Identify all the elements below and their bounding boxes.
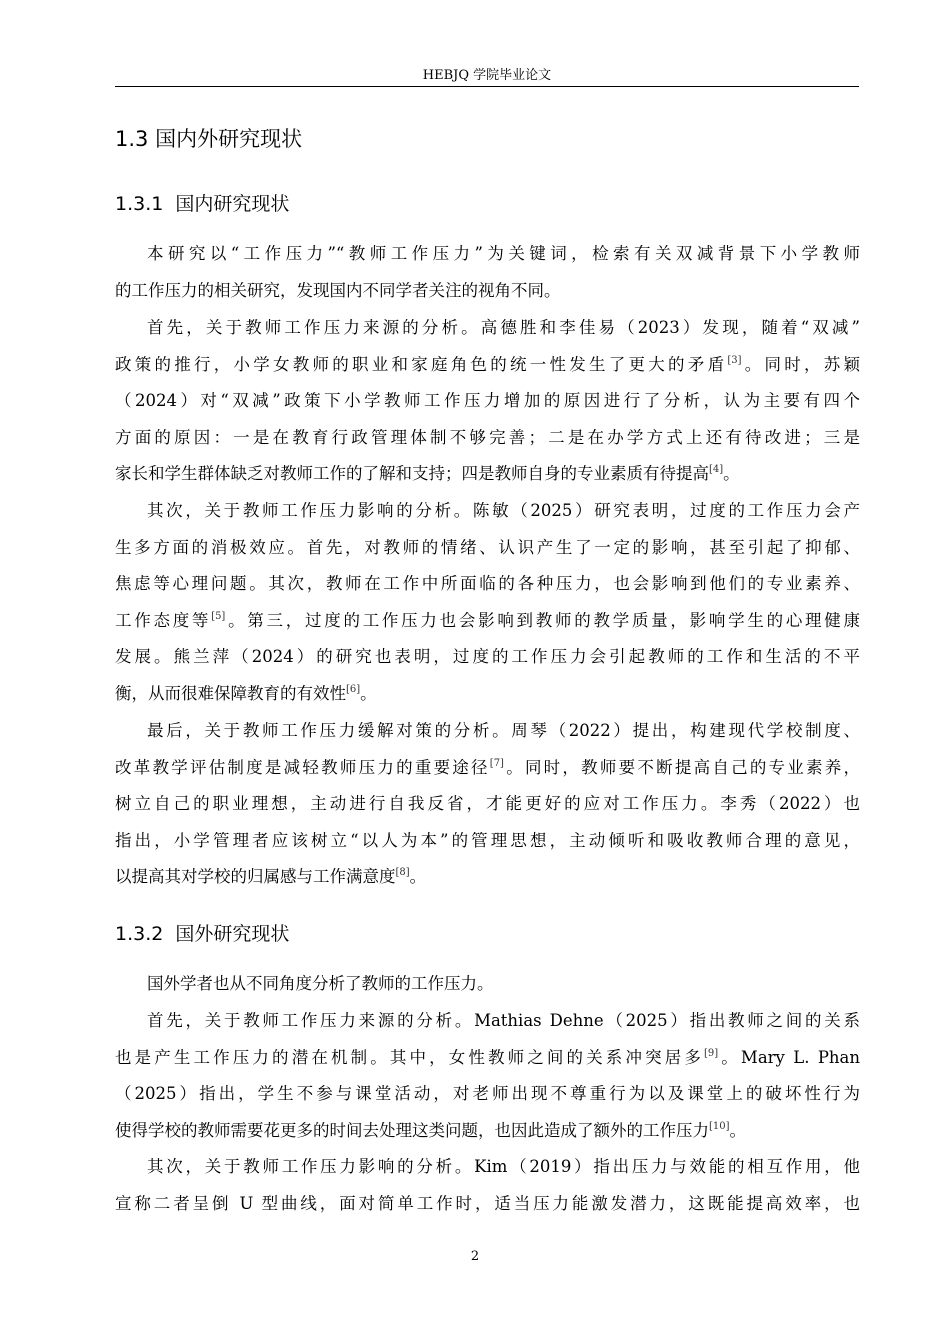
text-segment: 。Mary L. Phan [718,1047,861,1067]
text-line: 的工作压力的相关研究，发现国内不同学者关注的视角不同。 [115,280,561,300]
text-segment: 政策的推行，小学女教师的职业和家庭角色的统一性发生了更大的矛盾 [115,354,728,374]
paragraph [115,236,860,309]
running-header: HEBJQ 学院毕业论文 [422,68,552,83]
text-line: 生多方面的消极效应。首先，对教师的情绪、认识产生了一定的影响，甚至引起了抑郁、 [115,537,860,557]
citation-ref[interactable]: [7] [489,757,504,769]
text-line [115,676,860,713]
text-line: 国外学者也从不同角度分析了教师的工作压力。 [147,974,494,993]
text-line [115,456,860,493]
citation-ref[interactable]: [9] [703,1047,719,1059]
paragraph [115,713,860,896]
text-line: 宣称二者呈倒 U 型曲线，面对简单工作时，适当压力能激发潜力，这既能提高效率，也 [115,1193,860,1213]
text-line: 最后，关于教师工作压力缓解对策的分析。周琴（2022）提出，构建现代学校制度、 [147,721,860,740]
text-line: 本研究以“工作压力”“教师工作压力”为关键词，检索有关双减背景下小学教师 [147,244,860,263]
paragraph [115,310,860,493]
text-segment: 。 [729,1120,747,1140]
section-heading: 1.3 国内外研究现状 [115,127,303,151]
text-line: 首先，关于教师工作压力来源的分析。高德胜和李佳易（2023）发现，随着“双减” [147,318,860,337]
paragraph [115,1149,860,1222]
citation-ref[interactable]: [10] [709,1120,730,1132]
text-line [115,603,860,640]
text-line [115,859,860,896]
text-line: 方面的原因：一是在教育行政管理体制不够完善；二是在办学方式上还有待改进；三是 [115,427,860,447]
text-segment: 也是产生工作压力的潜在机制。其中，女性教师之间的关系冲突居多 [115,1047,704,1067]
paragraph [115,1003,860,1149]
citation-ref[interactable]: [6] [346,683,361,695]
citation-ref[interactable]: [5] [211,610,226,622]
text-segment: 改革教学评估制度是减轻教师压力的重要途径 [115,757,490,777]
text-segment: 。第三，过度的工作压力也会影响到教师的教学质量，影响学生的心理健康 [225,610,861,630]
text-line: 发展。熊兰萍（2024）的研究也表明，过度的工作压力会引起教师的工作和生活的不平 [115,647,860,667]
text-segment: 。同时，苏颖 [741,354,861,374]
paragraph [115,493,860,713]
page-number: 2 [470,1249,480,1264]
citation-ref[interactable]: [8] [395,867,410,879]
header-rule [115,86,859,87]
text-line: （2025）指出，学生不参与课堂活动，对老师出现不尊重行为以及课堂上的破坏性行为 [115,1084,860,1104]
text-segment: 。 [360,683,377,703]
text-segment: 使得学校的教师需要花更多的时间去处理这类问题，也因此造成了额外的工作压力 [115,1120,709,1140]
text-segment: 衡，从而很难保障教育的有效性 [115,683,346,703]
text-segment: 家长和学生群体缺乏对教师工作的了解和支持；四是教师自身的专业素质有待提高 [115,464,709,484]
text-line [115,750,860,787]
citation-ref[interactable]: [4] [709,464,724,476]
text-line: 首先，关于教师工作压力来源的分析。Mathias Dehne（2025）指出教师之间的关系 [147,1011,860,1030]
text-line [115,1040,860,1077]
subsection-heading-domestic: 1.3.1 国内研究现状 [115,193,290,215]
text-line: 树立自己的职业理想，主动进行自我反省，才能更好的应对工作压力。李秀（2022）也 [115,794,860,814]
text-line: 焦虑等心理问题。其次，教师在工作中所面临的各种压力，也会影响到他们的专业素养、 [115,574,860,594]
text-line [115,1113,860,1150]
text-line: 指出，小学管理者应该树立“以人为本”的管理思想，主动倾听和吸收教师合理的意见， [115,830,860,850]
text-line: （2024）对“双减”政策下小学教师工作压力增加的原因进行了分析，认为主要有四个 [115,391,860,411]
text-segment: 以提高其对学校的归属感与工作满意度 [115,867,396,887]
subsection-heading-foreign: 1.3.2 国外研究现状 [115,923,290,945]
citation-ref[interactable]: [3] [727,354,742,366]
text-line: 其次，关于教师工作压力影响的分析。陈敏（2025）研究表明，过度的工作压力会产 [147,501,860,520]
text-line: 其次，关于教师工作压力影响的分析。Kim（2019）指出压力与效能的相互作用，他 [147,1157,860,1176]
text-segment: 。 [723,464,740,484]
text-segment: 。 [409,867,427,887]
paragraph [115,966,860,1003]
text-segment: 工作态度等 [115,610,212,630]
text-line [115,347,860,384]
text-segment: 。同时，教师要不断提高自己的专业素养， [503,757,861,777]
